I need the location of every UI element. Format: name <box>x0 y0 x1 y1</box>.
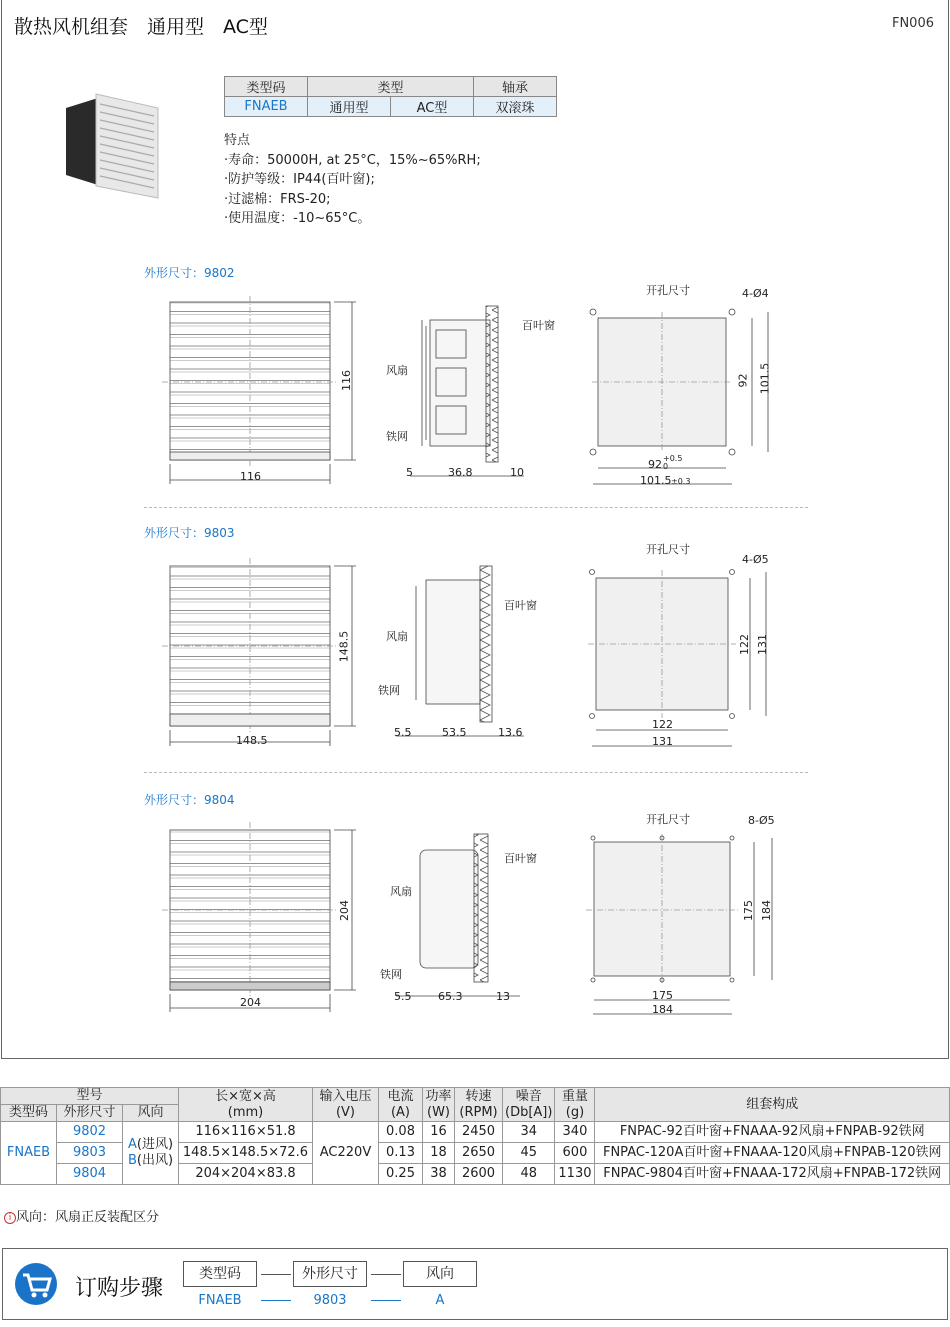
label-fan: 风扇 <box>386 364 408 377</box>
section-title-9802: 外形尺寸：9802 <box>144 266 235 280</box>
label-louver: 百叶窗 <box>504 852 537 865</box>
cell-noise: 45 <box>503 1143 555 1164</box>
feature-item: ·使用温度：-10~65°C。 <box>224 211 371 226</box>
dim-holes: 8-Ø5 <box>748 814 775 827</box>
label-louver: 百叶窗 <box>504 599 537 612</box>
th-power: 功率 (W) <box>423 1088 455 1122</box>
cell-rpm: 2450 <box>455 1122 503 1143</box>
info-icon: i <box>4 1212 16 1224</box>
dim-width: 116 <box>240 470 261 483</box>
page-title: 散热风机组套 通用型 AC型 <box>14 16 268 38</box>
dim-d3: 10 <box>510 466 524 479</box>
cell-rpm: 2650 <box>455 1143 503 1164</box>
th-dir: 风向 <box>123 1105 179 1122</box>
feature-item: ·防护等级：IP44(百叶窗); <box>224 172 375 187</box>
cell-combo: FNPAC-9804百叶窗+FNAAA-172风扇+FNPAB-172铁网 <box>595 1164 950 1185</box>
cell-noise: 48 <box>503 1164 555 1185</box>
cell-voltage: AC220V <box>313 1122 379 1185</box>
order-title: 订购步骤 <box>75 1276 164 1301</box>
spec-code: FNAEB <box>225 97 308 117</box>
dim-cut-tol0: 0 <box>663 462 669 471</box>
step-label: 外形尺寸 <box>293 1261 367 1287</box>
th-dims: 长×宽×高 (mm) <box>179 1088 313 1122</box>
step-label: 类型码 <box>183 1261 257 1287</box>
dim-cut2: 184 <box>652 1003 673 1016</box>
cell-weight: 600 <box>555 1143 595 1164</box>
cell-dims: 148.5×148.5×72.6 <box>179 1143 313 1164</box>
th-noise: 噪音 (Db[A]) <box>503 1088 555 1122</box>
dim-d2: 36.8 <box>448 466 473 479</box>
th-volt: 输入电压 (V) <box>313 1088 379 1122</box>
step-value: 9803 <box>313 1293 347 1308</box>
dim-height: 116 <box>340 370 353 391</box>
label-mesh: 铁网 <box>378 684 400 697</box>
dim-height: 204 <box>338 900 351 921</box>
th-rpm: 转速 (RPM) <box>455 1088 503 1122</box>
spec-type-2: AC型 <box>391 97 474 117</box>
step-label: 风向 <box>403 1261 477 1287</box>
step-value: FNAEB <box>198 1293 242 1308</box>
th-weight: 重量 (g) <box>555 1088 595 1122</box>
label-fan: 风扇 <box>390 885 412 898</box>
feature-item: ·过滤棉：FRS-20; <box>224 191 331 207</box>
th-combo: 组套构成 <box>595 1088 950 1122</box>
th-model: 型号 <box>1 1088 179 1105</box>
spec-bearing: 双滚珠 <box>474 97 557 117</box>
label-cutout: 开孔尺寸 <box>646 284 690 297</box>
dim-d1: 5.5 <box>394 726 412 739</box>
label-louver: 百叶窗 <box>522 319 555 332</box>
cell-combo: FNPAC-120A百叶窗+FNAAA-120风扇+FNPAB-120铁网 <box>595 1143 950 1164</box>
section-title-9804: 外形尺寸：9804 <box>144 793 235 807</box>
dim-cut2-v: 101.5 <box>758 362 772 395</box>
dim-cut-tol: +0.5 <box>663 454 683 463</box>
label-mesh: 铁网 <box>380 968 402 981</box>
dim-cut1-v: 175 <box>742 900 755 921</box>
dim-holes: 4-Ø4 <box>742 287 769 300</box>
product-code: FN006 <box>891 16 934 31</box>
dim-cut1: 92 <box>648 458 662 471</box>
dim-d3: 13.6 <box>498 726 523 739</box>
cell-noise: 34 <box>503 1122 555 1143</box>
dim-cut2-v: 184 <box>760 900 773 921</box>
th-current: 电流 (A) <box>379 1088 423 1122</box>
cell-rpm: 2600 <box>455 1164 503 1185</box>
dim-height: 148.5 <box>337 630 351 663</box>
dim-d1: 5 <box>406 466 413 479</box>
spec-header-code: 类型码 <box>225 77 308 97</box>
order-steps <box>2 1248 948 1320</box>
dim-width: 204 <box>240 996 261 1009</box>
divider <box>371 1274 401 1275</box>
cart-icon <box>15 1263 57 1305</box>
dim-cut2-v: 131 <box>756 634 769 655</box>
cell-size: 9804 <box>57 1164 123 1185</box>
cell-weight: 1130 <box>555 1164 595 1185</box>
dim-cut2: 131 <box>652 735 673 748</box>
section-title-9803: 外形尺寸：9803 <box>144 526 235 540</box>
divider <box>261 1274 291 1275</box>
th-code: 类型码 <box>1 1105 57 1122</box>
dim-cut2: 101.5 <box>640 474 672 487</box>
spec-type-1: 通用型 <box>308 97 391 117</box>
dim-d1: 5.5 <box>394 990 412 1003</box>
cell-size: 9802 <box>57 1122 123 1143</box>
model-table <box>0 1087 950 1185</box>
cell-dims: 204×204×83.8 <box>179 1164 313 1185</box>
feature-item: ·寿命：50000H, at 25°C，15%~65%RH; <box>224 152 481 168</box>
dim-width: 148.5 <box>236 734 268 747</box>
cell-power: 38 <box>423 1164 455 1185</box>
step-value: A <box>435 1293 445 1308</box>
label-cutout: 开孔尺寸 <box>646 813 690 826</box>
dim-holes: 4-Ø5 <box>742 553 769 566</box>
cell-power: 18 <box>423 1143 455 1164</box>
cell-current: 0.13 <box>379 1143 423 1164</box>
cell-size: 9803 <box>57 1143 123 1164</box>
label-mesh: 铁网 <box>386 430 408 443</box>
divider <box>261 1300 291 1301</box>
dim-cut1-v: 122 <box>738 634 751 655</box>
cell-power: 16 <box>423 1122 455 1143</box>
label-fan: 风扇 <box>386 630 408 643</box>
cell-weight: 340 <box>555 1122 595 1143</box>
divider <box>371 1300 401 1301</box>
dim-cut1: 175 <box>652 989 673 1002</box>
cell-dir: A(进风) B(出风) <box>123 1122 179 1185</box>
dim-cut2-tol: ±0.3 <box>671 477 691 486</box>
cell-dims: 116×116×51.8 <box>179 1122 313 1143</box>
th-size: 外形尺寸 <box>57 1105 123 1122</box>
cell-code: FNAEB <box>1 1122 57 1185</box>
features-title: 特点 <box>224 133 251 148</box>
dim-d2: 65.3 <box>438 990 463 1003</box>
cell-current: 0.25 <box>379 1164 423 1185</box>
note-text: 风向：风扇正反装配区分 <box>16 1210 160 1225</box>
dim-d3: 13 <box>496 990 510 1003</box>
dim-cut1: 122 <box>652 718 673 731</box>
spec-header-bearing: 轴承 <box>474 77 557 97</box>
dim-cut1-v: 92 <box>736 373 750 388</box>
note <box>4 1206 159 1225</box>
dim-d2: 53.5 <box>442 726 467 739</box>
cell-current: 0.08 <box>379 1122 423 1143</box>
spec-header-type: 类型 <box>308 77 474 97</box>
label-cutout: 开孔尺寸 <box>646 543 690 556</box>
cell-combo: FNPAC-92百叶窗+FNAAA-92风扇+FNPAB-92铁网 <box>595 1122 950 1143</box>
